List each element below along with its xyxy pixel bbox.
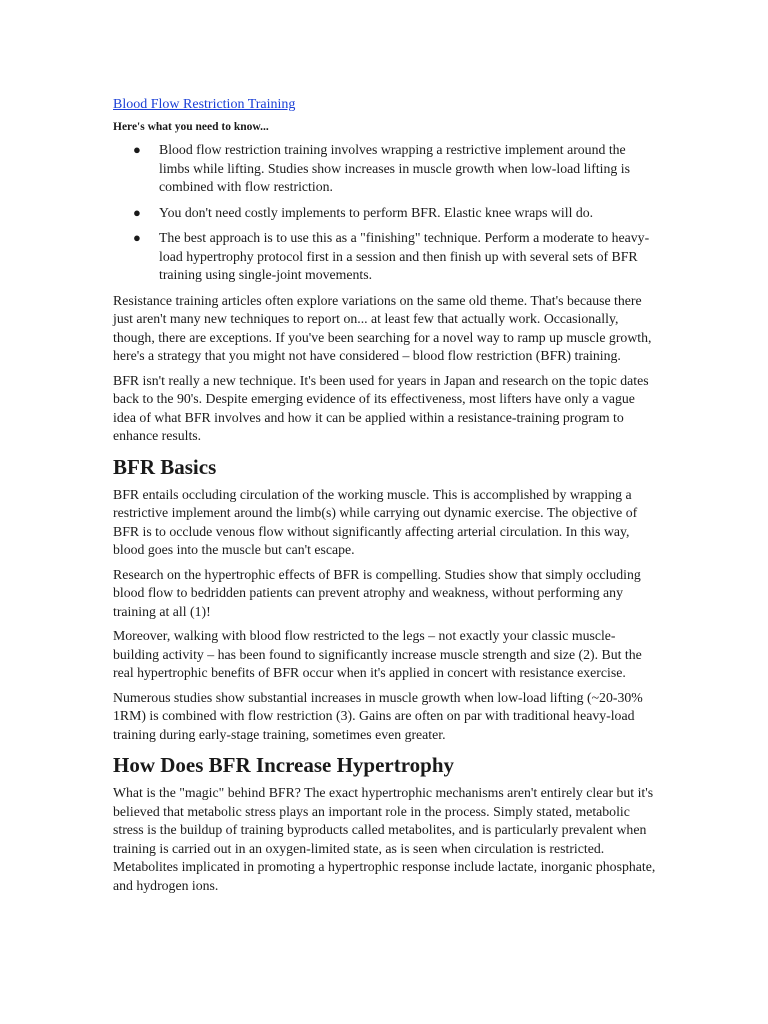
article-title-link[interactable]: Blood Flow Restriction Training	[113, 97, 296, 112]
list-item-text: The best approach is to use this as a "finishing" technique. Perform a moderate to heavy-load hypertrophy protocol first in a session and then finish up with several sets of BFR training using single-joint movements.	[159, 230, 650, 282]
paragraph: BFR isn't really a new technique. It's been used for years in Japan and research on the topic dates back to the 90's. Despite emerging evidence of its effectiveness, most lifters have only a vague idea of what BFR involves and how it can be applied within a resistance-training program to enhance results.	[113, 372, 649, 443]
paragraph: Research on the hypertrophic effects of BFR is compelling. Studies show that simply occluding blood flow to bedridden patients can prevent atrophy and weakness, without performing any training at all (1)!	[113, 566, 641, 619]
paragraph: Resistance training articles often explore variations on the same old theme. That's because there just aren't many new techniques to report on... at least few that actually work. Occasionally, though, there are exceptions. If you've been searching for a novel way to ramp up muscle growth, here's a strategy that you might not have considered – blood flow restriction (BFR) training.	[113, 292, 652, 363]
paragraph: Moreover, walking with blood flow restricted to the legs – not exactly your classic muscle-building activity – has been found to significantly increase muscle strength and size (2). But the real hypertrophic benefits of BFR occur when it's applied in concert with resistance exercise.	[113, 628, 642, 680]
bullet-icon: ●	[133, 230, 141, 245]
paragraph: Numerous studies show substantial increases in muscle growth when low-load lifting (~20-30% 1RM) is combined with flow restriction (3). Gains are often on par with traditional heavy-load training during early-stage training, sometimes even greater.	[113, 689, 643, 742]
paragraph: BFR entails occluding circulation of the working muscle. This is accomplished by wrapping a restrictive implement around the limb(s) while carrying out dynamic exercise. The objective of BFR is to occlude venous flow without significantly affecting arterial circulation. In this way, blood goes into the muscle but can't escape.	[113, 486, 638, 557]
article	[113, 96, 658, 901]
paragraph: What is the "magic" behind BFR? The exact hypertrophic mechanisms aren't entirely clear but it's believed that metabolic stress plays an important role in the process. Simply stated, metabolic stress is the buildup of training byproducts called metabolites, and is particularly prevalent when training is carried out in an oxygen-limited state, as is seen when circulation is restricted. Metabolites implicated in promoting a hypertrophic response include lactate, inorganic phosphate, and hydrogen ions.	[113, 785, 656, 893]
bullet-icon: ●	[133, 142, 141, 157]
list-item	[133, 204, 658, 223]
section-heading: How Does BFR Increase Hypertrophy	[113, 753, 455, 777]
bullet-icon: ●	[133, 204, 141, 220]
list-item-text: Blood flow restriction training involves wrapping a restrictive implement around the limbs while lifting. Studies show increases in muscle growth when low-load lifting is combined with flow restriction.	[159, 142, 630, 194]
list-item	[133, 229, 658, 285]
list-item	[133, 141, 658, 197]
section-heading: BFR Basics	[113, 454, 217, 479]
intro-label: Here's what you need to know...	[113, 121, 269, 133]
summary-list	[113, 141, 658, 285]
list-item-text: You don't need costly implements to perform BFR. Elastic knee wraps will do.	[159, 204, 594, 220]
